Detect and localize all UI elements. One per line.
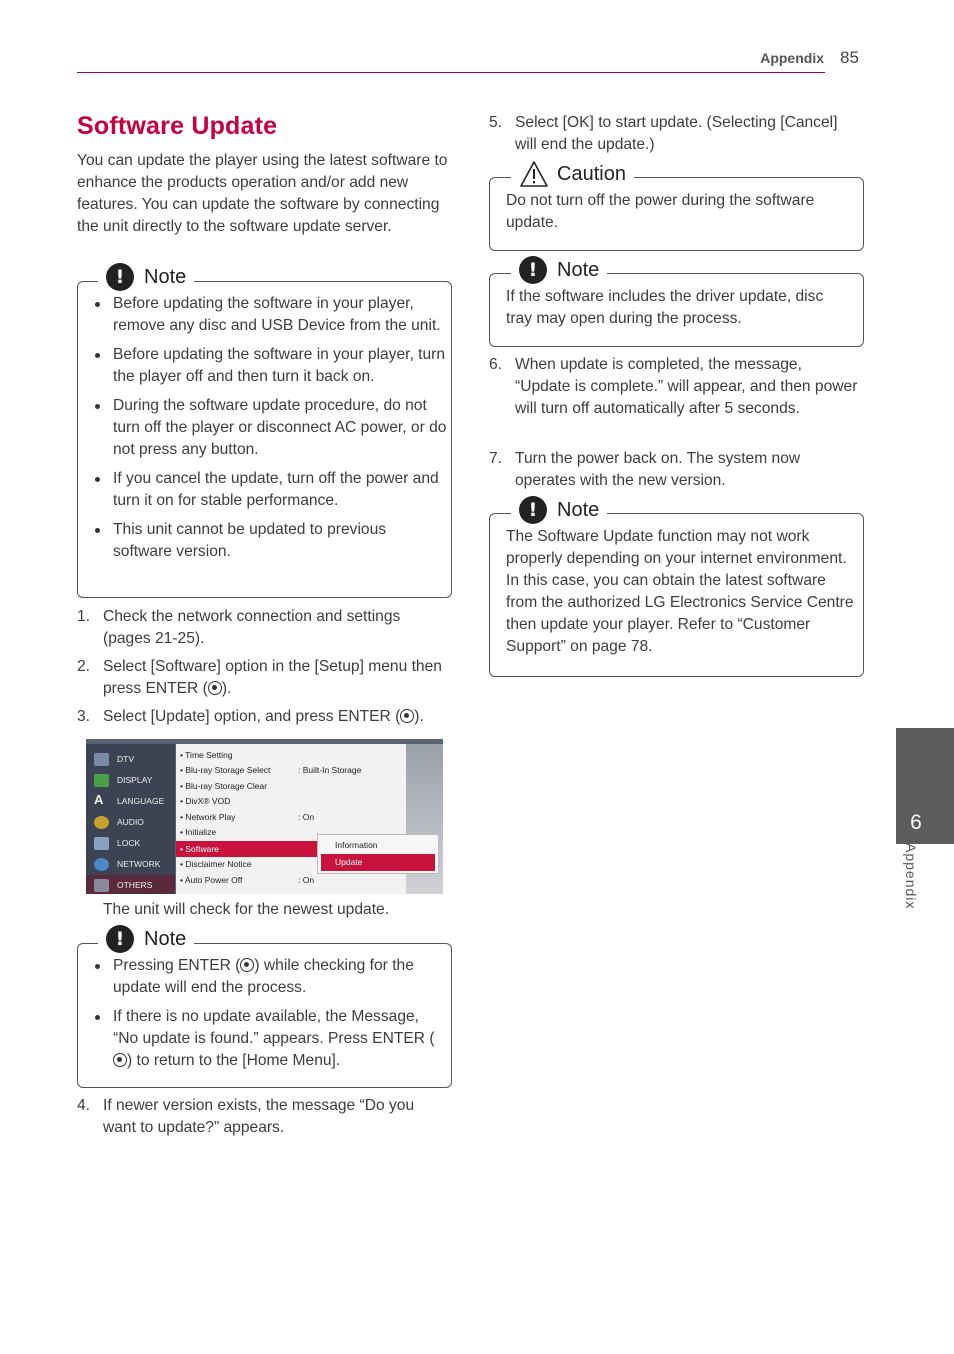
- note-label: Note: [144, 265, 187, 288]
- step-text: Select [Update] option, and press ENTER ( ).: [103, 708, 424, 725]
- step-2: [77, 656, 447, 700]
- speaker-icon: [94, 816, 109, 829]
- step-7: [489, 448, 859, 492]
- note-label: Note: [557, 258, 600, 281]
- note-2-item: Pressing ENTER ( ) while checking for the update will end the process.: [78, 955, 448, 999]
- language-icon: A: [94, 792, 104, 807]
- exclamation-icon: !: [519, 256, 547, 284]
- note-2-list: [78, 955, 448, 1079]
- note-1-list: [78, 293, 448, 570]
- step-text: Select [OK] to start update. (Selecting [Cancel] will end the update.): [515, 114, 838, 153]
- step-1: [77, 606, 447, 650]
- enter-icon: [400, 709, 414, 723]
- popup-option: Information: [335, 840, 378, 850]
- setting-row: • Time Setting: [180, 750, 233, 760]
- note-label: Note: [557, 498, 600, 521]
- exclamation-icon: !: [106, 925, 134, 953]
- display-icon: [94, 774, 109, 787]
- step-number: 3.: [77, 708, 91, 725]
- others-icon: [94, 879, 109, 892]
- enter-icon: [240, 958, 254, 972]
- setup-menu-screenshot: [86, 739, 443, 894]
- setting-row: • Disclaimer Notice: [180, 859, 252, 869]
- setting-row: • Auto Power Off : On: [180, 875, 315, 885]
- chapter-label: Appendix: [903, 843, 919, 910]
- step-4: [77, 1095, 447, 1139]
- caution-label: Caution: [557, 162, 626, 185]
- menu-item-dtv: DTV: [86, 749, 175, 770]
- enter-icon: [208, 681, 222, 695]
- setting-row: • Blu-ray Storage Clear: [180, 781, 268, 791]
- step-text: When update is completed, the message, “Update is complete.” will appear, and then power will turn off automatically after 5 seconds.: [515, 356, 858, 417]
- lock-icon: [94, 837, 109, 850]
- intro-paragraph: You can update the player using the latest software to enhance the products operation and/or add new features. You can update the software by connecting the unit directly to the software update server.: [77, 152, 448, 235]
- step-3: [77, 706, 447, 728]
- step-number: 2.: [77, 658, 91, 675]
- step-number: 6.: [489, 356, 503, 373]
- menu-item-others: OTHERS: [86, 875, 175, 894]
- note-1-item: Before updating the software in your player, turn the player off and then turn it back on.: [78, 344, 448, 388]
- note-1-item: During the software update procedure, do not turn off the player or disconnect AC power, or do not press any button.: [78, 395, 448, 461]
- caution-text: Do not turn off the power during the software update.: [506, 192, 815, 231]
- setting-row-selected: • Software: [176, 841, 402, 857]
- software-popup: [317, 834, 439, 874]
- setting-row: • Initialize: [180, 827, 217, 837]
- step-text: Turn the power back on. The system now operates with the new version.: [515, 450, 801, 489]
- note-1-item: This unit cannot be updated to previous software version.: [78, 519, 448, 563]
- note-1-item: Before updating the software in your player, remove any disc and USB Device from the unit.: [78, 293, 448, 337]
- exclamation-icon: !: [106, 263, 134, 291]
- tv-icon: [94, 753, 109, 766]
- page-title: Software Update: [77, 112, 278, 140]
- step-6: [489, 354, 859, 420]
- chapter-number: 6: [910, 811, 922, 834]
- note-1-item: If you cancel the update, turn off the power and turn it on for stable performance.: [78, 468, 448, 512]
- note-2-item: If there is no update available, the Message, “No update is found.” appears. Press ENTER () to return to the [Home Menu].: [78, 1006, 448, 1072]
- step-number: 5.: [489, 114, 503, 131]
- screenshot-caption: The unit will check for the newest update.: [103, 901, 390, 918]
- menu-item-lock: LOCK: [86, 833, 175, 854]
- step-5: [489, 112, 859, 156]
- step-number: 7.: [489, 450, 503, 467]
- note-label: Note: [144, 927, 187, 950]
- step-text: Check the network connection and settings (pages 21-25).: [103, 608, 401, 647]
- step-text: If newer version exists, the message “Do you want to update?” appears.: [103, 1097, 415, 1136]
- caution-heading: [511, 159, 634, 189]
- setting-row: • Blu-ray Storage Select : Built-In Storage: [180, 765, 362, 775]
- steps-1-3: [77, 606, 447, 728]
- note-3-text: If the software includes the driver update, disc tray may open during the process.: [506, 288, 824, 327]
- step-number: 4.: [77, 1097, 91, 1114]
- setup-menu-sidebar: [86, 744, 175, 894]
- popup-option-selected: Update: [321, 854, 435, 871]
- note-heading-4: [511, 495, 607, 525]
- page-number: 85: [840, 48, 859, 67]
- note-heading-1: [98, 262, 194, 292]
- step-number: 1.: [77, 608, 91, 625]
- globe-icon: [94, 858, 109, 871]
- header-rule: [77, 72, 825, 73]
- note-heading-2: [98, 924, 194, 954]
- enter-icon: [113, 1053, 127, 1067]
- menu-item-language: A LANGUAGE: [94, 792, 165, 807]
- note-heading-3: [511, 255, 607, 285]
- warning-triangle-icon: [519, 160, 549, 188]
- setting-row: • Network Play : On: [180, 812, 315, 822]
- menu-item-network: NETWORK: [86, 854, 175, 875]
- step-text: Select [Software] option in the [Setup] menu then press ENTER ( ).: [103, 658, 442, 697]
- menu-item-audio: AUDIO: [86, 812, 175, 833]
- header-section: Appendix: [760, 50, 824, 66]
- setting-row: • DivX® VOD: [180, 796, 231, 806]
- exclamation-icon: !: [519, 496, 547, 524]
- note-4-text: The Software Update function may not work properly depending on your internet environment. In this case, you can obtain the latest software from the authorized LG Electronics Service Centre then update your player. Refer to “Customer Support” on page 78.: [506, 528, 854, 655]
- menu-item-display: DISPLAY: [86, 770, 175, 791]
